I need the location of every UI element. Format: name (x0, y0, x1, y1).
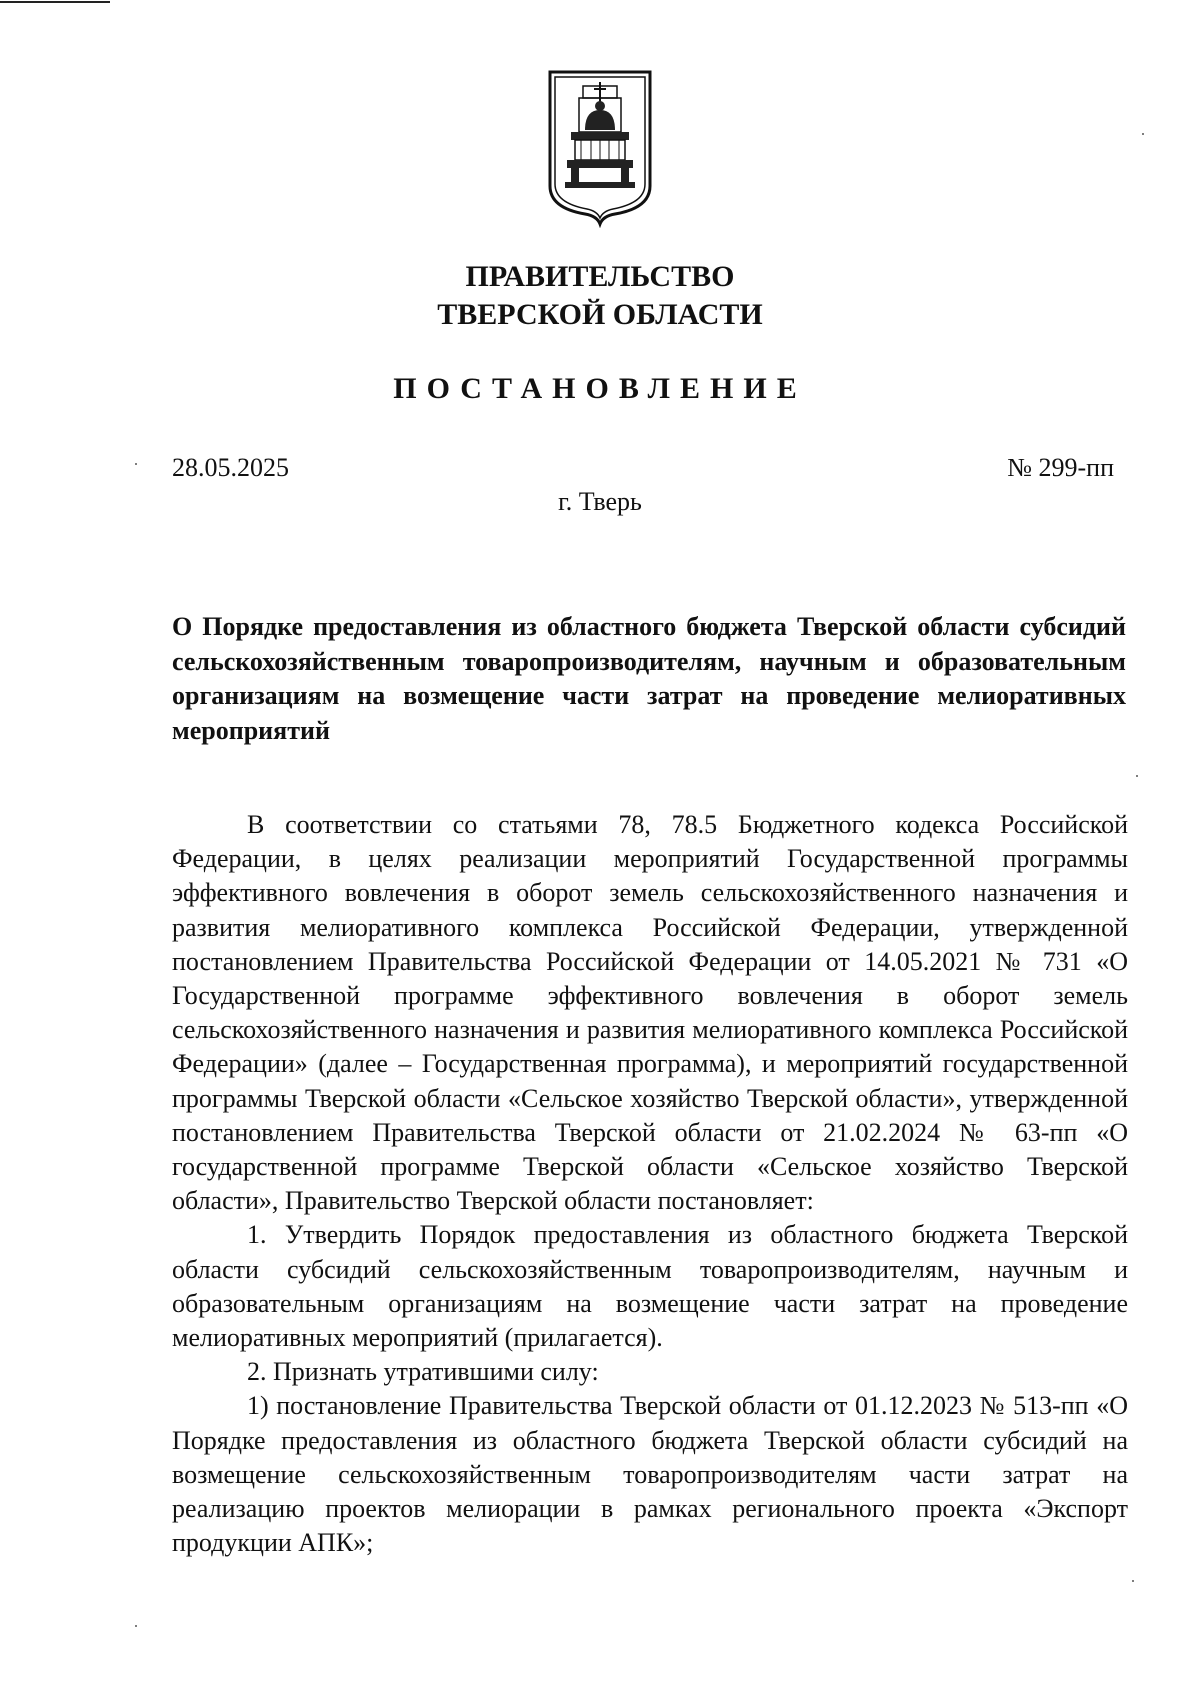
scan-artifact-line (0, 1, 110, 3)
government-title-line2: ТВЕРСКОЙ ОБЛАСТИ (437, 298, 763, 331)
document-subject: О Порядке предоставления из областного бюджета Тверской области субсидий сельскохозяйственным товаропроизводителям, научным и образовательным организациям на возмещение части затрат на проведение мелиоративных мероприятий (172, 612, 1126, 745)
item-2-paragraph: 2. Признать утратившими силу: (247, 1357, 599, 1387)
item-2-1-paragraph: 1) постановление Правительства Тверской области от 01.12.2023 № 513-пп «О Порядке предоставления из областного бюджета Тверской области субсидий на возмещение сельскохозяйственным товаропроизводителям части затрат на реализацию проектов мелиорации в рамках регионального проекта «Экспорт продукции АПК»; (172, 1391, 1128, 1558)
scan-speck (1142, 133, 1144, 135)
coat-of-arms-emblem (545, 68, 655, 228)
scan-speck (135, 1625, 137, 1627)
government-title (300, 258, 900, 334)
document-body (172, 808, 1128, 1560)
document-date: 28.05.2025 (172, 453, 289, 482)
document-number: № 299-пп (1007, 453, 1114, 482)
item-1-paragraph: 1. Утвердить Порядок предоставления из областного бюджета Тверской области субсидий сельскохозяйственным товаропроизводителям, научным и образовательным организациям на возмещение части затрат на проведение мелиоративных мероприятий (прилагается). (172, 1220, 1128, 1353)
scan-speck (1136, 775, 1138, 777)
document-city: г. Тверь (558, 487, 642, 516)
government-title-line1: ПРАВИТЕЛЬСТВО (465, 260, 735, 293)
scan-speck (1132, 1580, 1134, 1582)
document-type: ПОСТАНОВЛЕНИЕ (393, 372, 807, 405)
scan-speck (135, 463, 137, 465)
preamble-paragraph: В соответствии со статьями 78, 78.5 Бюджетного кодекса Российской Федерации, в целях реализации мероприятий Государственной программы эффективного вовлечения в оборот земель сельскохозяйственного назначения и развития мелиоративного комплекса Российской Федерации, утвержденной постановлением Правительства Российской Федерации от 14.05.2021 № 731 «О Государственной программе эффективного вовлечения в оборот земель сельскохозяйственного назначения и развития мелиоративного комплекса Российской Федерации» (далее – Государственная программа), и мероприятий государственной программы Тверской области «Сельское хозяйство Тверской области», утвержденной постановлением Правительства Тверской области от 21.02.2024 № 63-пп «О государственной программе Тверской области «Сельское хозяйство Тверской области», Правительство Тверской области постановляет: (172, 810, 1128, 1216)
